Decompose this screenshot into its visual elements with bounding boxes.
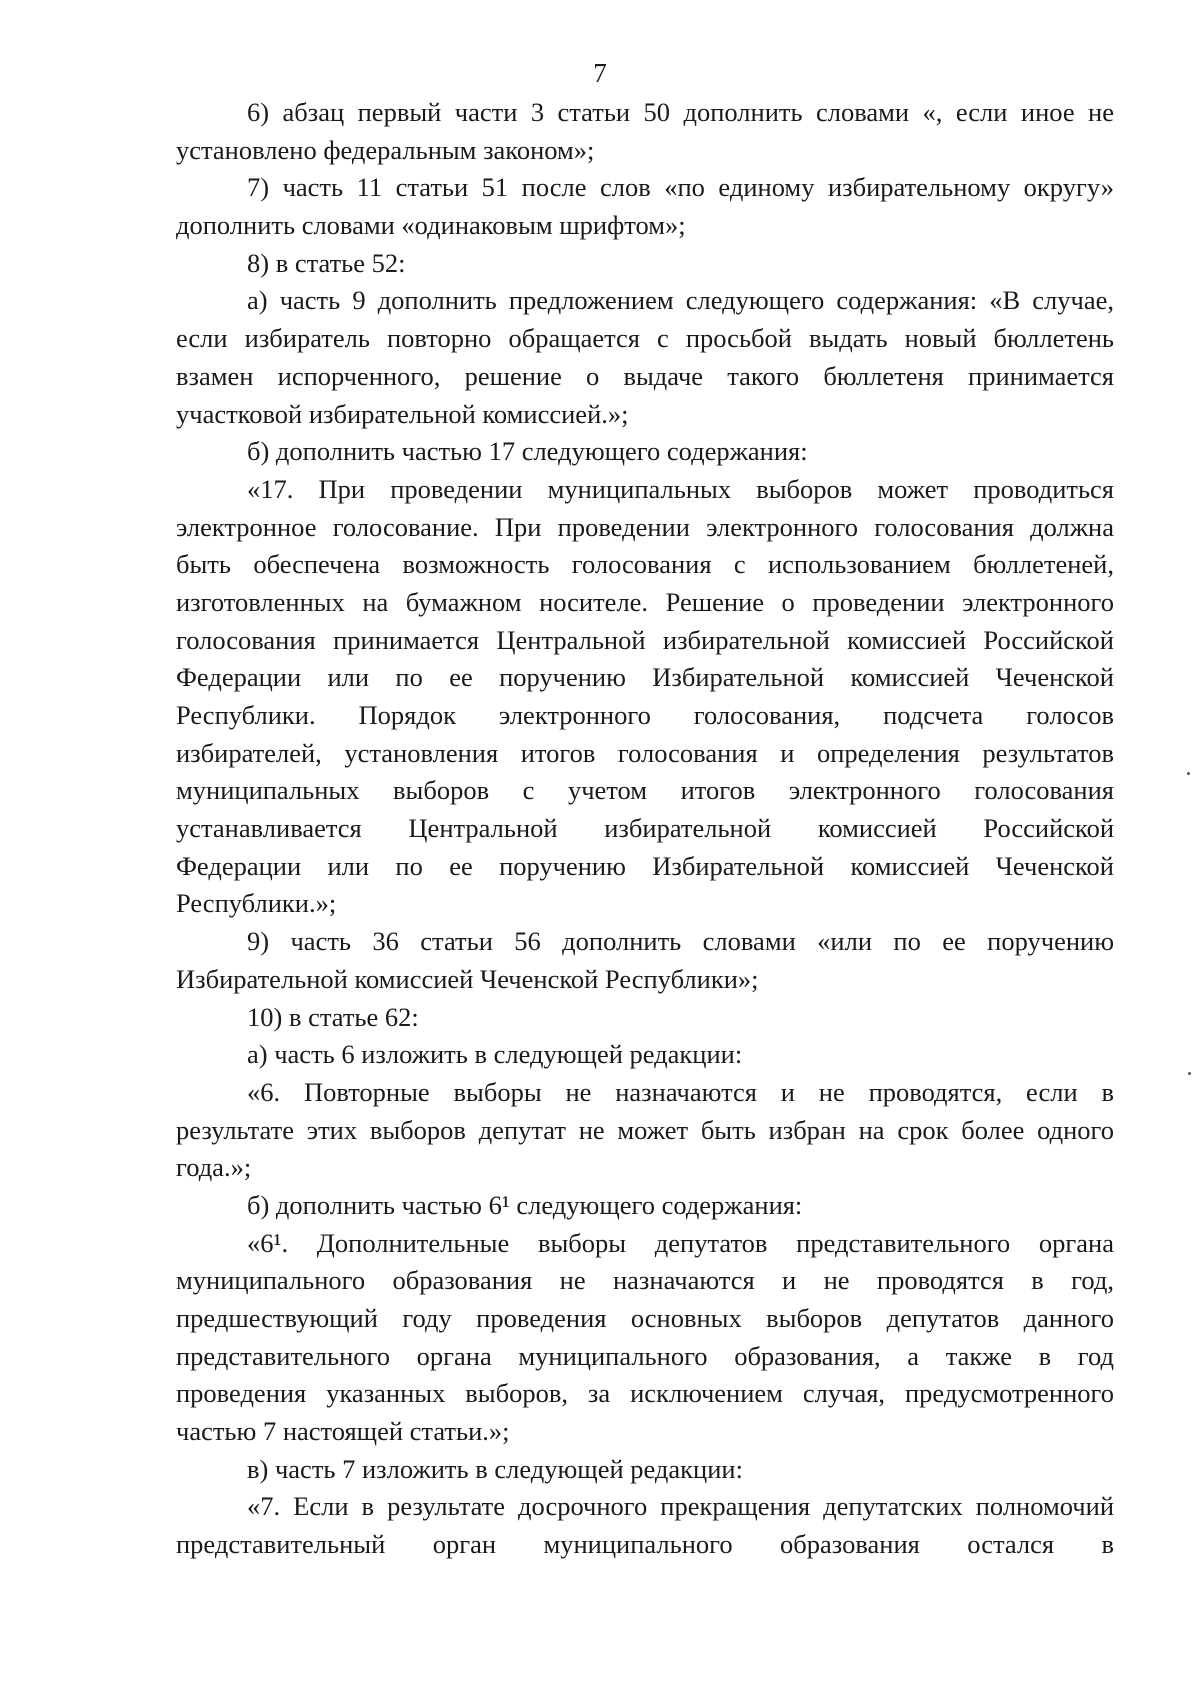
text-line: представительный орган муниципального образования остался в: [176, 1529, 1114, 1560]
text-line: «17. При проведении муниципальных выборов может проводиться: [247, 473, 1114, 504]
text-line: электронное голосование. При проведении электронного голосования должна: [176, 511, 1114, 542]
text-line: установлено федеральным законом»;: [176, 134, 595, 165]
text-line: муниципального образования не назначаются и не проводятся в год,: [176, 1265, 1114, 1296]
text-line: в) часть 7 изложить в следующей редакции:: [247, 1453, 743, 1484]
text-line: 8) в статье 52:: [247, 247, 406, 278]
text-line: муниципальных выборов с учетом итогов электронного голосования: [176, 775, 1114, 806]
text-line: 9) часть 36 статьи 56 дополнить словами «или по ее поручению: [247, 926, 1114, 957]
text-line: взамен испорченного, решение о выдаче такого бюллетеня принимается: [176, 360, 1114, 391]
text-line: «6¹. Дополнительные выборы депутатов представительного органа: [247, 1227, 1114, 1258]
text-line: устанавливается Центральной избирательной комиссией Российской: [176, 813, 1114, 844]
text-line: 10) в статье 62:: [247, 1001, 419, 1032]
text-line: проведения указанных выборов, за исключением случая, предусмотренного: [176, 1378, 1114, 1409]
text-line: голосования принимается Центральной избирательной комиссией Российской: [176, 624, 1114, 655]
text-line: 6) абзац первый части 3 статьи 50 дополнить словами «, если иное не: [247, 97, 1114, 127]
text-line: Республики. Порядок электронного голосования, подсчета голосов: [176, 700, 1114, 730]
scan-speck: [1188, 1072, 1191, 1075]
text-line: Федерации или по ее поручению Избирательной комиссией Чеченской: [176, 662, 1114, 693]
text-line: «7. Если в результате досрочного прекращения депутатских полномочий: [247, 1491, 1114, 1522]
text-line: быть обеспечена возможность голосования с использованием бюллетеней,: [176, 549, 1114, 580]
text-line: представительного органа муниципального образования, а также в год: [176, 1340, 1114, 1371]
text-line: Федерации или по ее поручению Избирательной комиссией Чеченской: [176, 850, 1114, 881]
text-line: 7) часть 11 статьи 51 после слов «по единому избирательному округу»: [247, 172, 1114, 203]
page-number: 7: [593, 58, 607, 88]
text-line: частью 7 настоящей статьи.»;: [176, 1416, 510, 1447]
text-line: избирателей, установления итогов голосования и определения результатов: [176, 737, 1114, 768]
text-line: участковой избирательной комиссией.»;: [176, 398, 629, 429]
text-line: а) часть 9 дополнить предложением следующего содержания: «В случае,: [247, 285, 1114, 316]
document-body: [176, 94, 1114, 1564]
text-line: Избирательной комиссией Чеченской Республики»;: [176, 963, 759, 994]
text-line: б) дополнить частью 17 следующего содержания:: [247, 436, 808, 467]
text-line: предшествующий году проведения основных выборов депутатов данного: [176, 1303, 1114, 1333]
text-line: если избиратель повторно обращается с просьбой выдать новый бюллетень: [176, 323, 1114, 354]
text-line: результате этих выборов депутат не может быть избран на срок более одного: [176, 1114, 1114, 1145]
text-line: а) часть 6 изложить в следующей редакции:: [247, 1039, 743, 1070]
text-line: дополнить словами «одинаковым шрифтом»;: [176, 210, 686, 241]
text-line: изготовленных на бумажном носителе. Решение о проведении электронного: [176, 586, 1114, 617]
text-line: б) дополнить частью 6¹ следующего содержания:: [247, 1189, 803, 1220]
text-line: Республики.»;: [176, 888, 337, 919]
scan-speck: [1187, 772, 1190, 775]
text-line: года.»;: [176, 1152, 252, 1183]
text-line: «6. Повторные выборы не назначаются и не проводятся, если в: [247, 1076, 1114, 1107]
